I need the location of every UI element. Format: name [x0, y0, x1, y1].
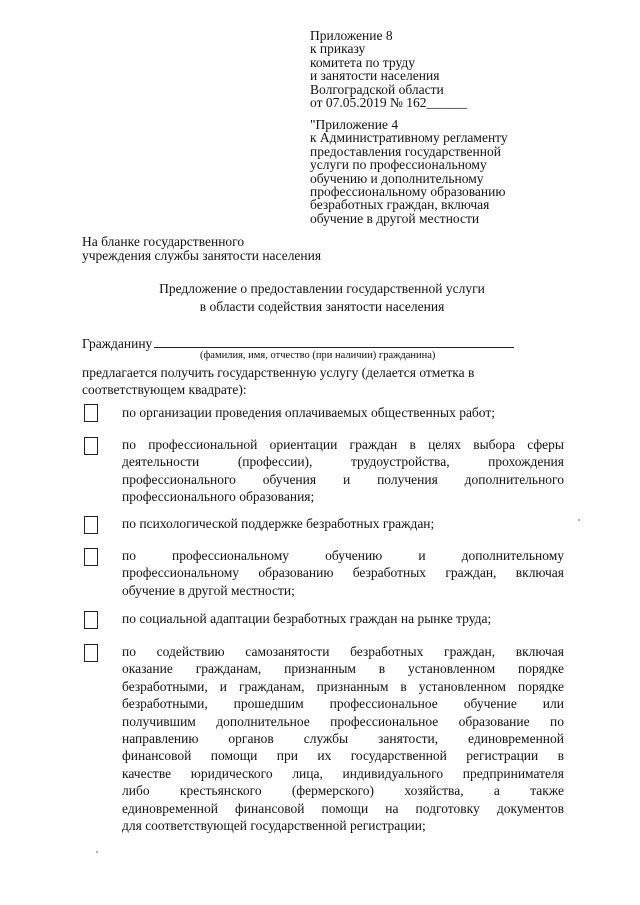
header-line: Волгоградской области — [310, 81, 444, 97]
letterhead-note — [82, 235, 321, 263]
header-line: предоставления государственной — [310, 143, 501, 159]
option-line: направлению органов службы занятости, единовременной — [122, 731, 564, 747]
option-text-vocational-training — [122, 547, 564, 599]
header-line: и занятости населения — [310, 68, 440, 84]
option-line: профессионального обучения и получения дополнительного — [122, 471, 564, 487]
option-checkbox-self-employment[interactable] — [84, 644, 98, 662]
option-checkbox-public-works[interactable] — [84, 404, 98, 422]
option-line: по содействию самозанятости безработных граждан, включая — [122, 644, 564, 659]
header-line: безработных граждан, включая — [310, 197, 490, 213]
option-checkbox-vocational-training[interactable] — [84, 548, 98, 566]
option-text-career-guidance — [122, 436, 564, 506]
scan-speck — [96, 851, 98, 853]
option-checkbox-career-guidance[interactable] — [84, 437, 98, 455]
header-line: профессиональному образованию — [310, 184, 506, 200]
option-line: финансовой помощи при их государственной регистрации в — [122, 748, 564, 764]
option-line: по социальной адаптации безработных граждан на рынке труда; — [122, 611, 492, 626]
citizen-name-caption: (фамилия, имя, отчество (при наличии) гражданина) — [200, 350, 436, 361]
option-text-self-employment — [122, 643, 564, 834]
option-line: для соответствующей государственной регистрации; — [122, 818, 426, 834]
document-title — [82, 280, 562, 316]
header-line: к Административному регламенту — [310, 130, 508, 146]
option-text-public-works — [122, 404, 564, 421]
citizen-label: Гражданину — [82, 336, 153, 351]
option-line: профессионального образования; — [122, 489, 315, 505]
option-line: оказание гражданам, признанным в установленном порядке — [122, 661, 564, 677]
letterhead-line: На бланке государственного — [82, 234, 245, 249]
option-checkbox-social-adaptation[interactable] — [84, 611, 98, 629]
option-line: единовременной финансовой помощи на подготовку документов — [122, 800, 564, 816]
option-line: безработными, прошедшим профессиональное обучение или — [122, 696, 564, 712]
appendix-4-header — [310, 118, 628, 225]
title-line: Предложение о предоставлении государственной услуги — [159, 281, 485, 296]
option-line: профессиональному образованию безработных граждан, включая — [122, 565, 564, 581]
title-line: в области содействия занятости населения — [199, 299, 445, 314]
letterhead-line: учреждения службы занятости населения — [82, 248, 322, 263]
header-line: "Приложение 4 — [310, 117, 399, 132]
intro-text: предлагается получить государственную услугу (делается отметка в соответствующем квадрате): — [82, 365, 475, 398]
option-line: по организации проведения оплачиваемых общественных работ; — [122, 405, 496, 420]
option-text-psychological-support — [122, 515, 564, 532]
option-text-social-adaptation — [122, 610, 564, 627]
citizen-name-field[interactable] — [154, 335, 514, 348]
scan-speck — [578, 519, 580, 521]
header-line: комитета по труду — [310, 54, 415, 70]
option-line: деятельности (профессии), трудоустройства, прохождения — [122, 454, 564, 470]
header-line: к приказу — [310, 41, 366, 57]
header-line: Приложение 8 — [310, 28, 393, 43]
option-line: либо крестьянского (фермерского) хозяйства, а также — [122, 783, 564, 799]
header-line: от 07.05.2019 № 162______ — [310, 95, 467, 111]
option-line: безработными, и гражданам, признанным в установленном порядке — [122, 678, 564, 694]
appendix-8-header — [310, 29, 628, 109]
header-line: обучение в другой местности — [310, 210, 480, 226]
option-line: качестве юридического лица, индивидуального предпринимателя — [122, 765, 564, 781]
option-line: получившим дополнительное профессиональное образование по — [122, 713, 564, 729]
option-line: по психологической поддержке безработных граждан; — [122, 516, 435, 531]
header-line: услуги по профессиональному — [310, 157, 487, 173]
option-checkbox-psychological-support[interactable] — [84, 516, 98, 534]
option-line: по профессиональной ориентации граждан в целях выбора сферы — [122, 437, 564, 452]
option-line: обучение в другой местности; — [122, 582, 295, 598]
option-line: по профессиональному обучению и дополнительному — [122, 548, 564, 563]
header-line: обучению и дополнительному — [310, 170, 484, 186]
